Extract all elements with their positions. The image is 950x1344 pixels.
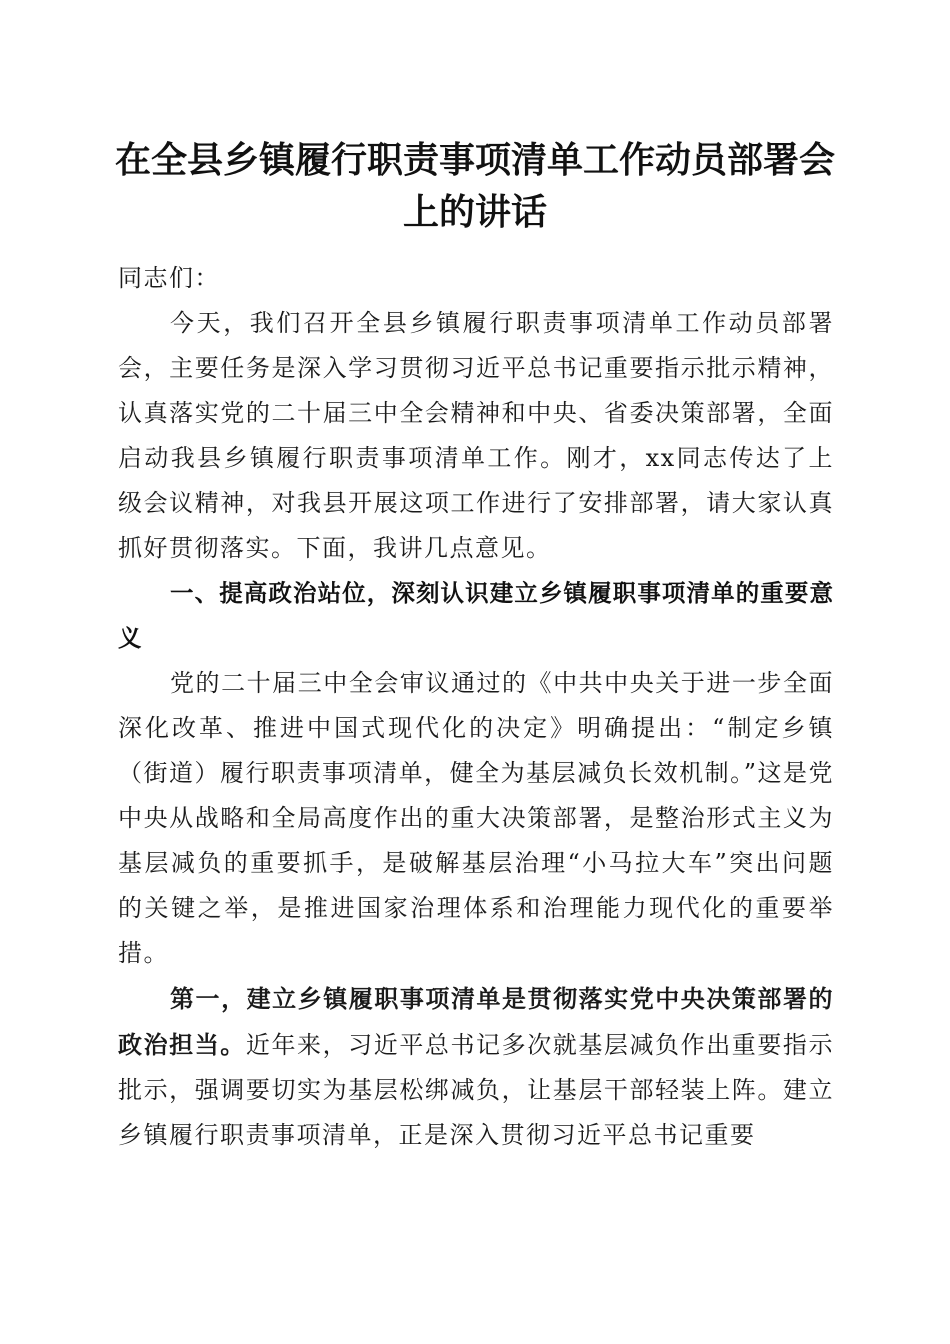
point-one-text: 近年来，习近平总书记多次就基层减负作出重要指示批示，强调要切实为基层松绑减负，让基层干部轻装上阵。建立乡镇履行职责事项清单，正是深入贯彻习近平总书记重要 <box>118 1031 835 1149</box>
point-one-lead: 第一，建立乡镇履职事项清单是贯彻落实党中央决策部署的政治担当。 <box>118 984 834 1059</box>
document-body <box>118 256 834 1158</box>
section-heading-1: 一、提高政治站位，深刻认识建立乡镇履职事项清单的重要意义 <box>118 579 834 652</box>
salutation: 同志们： <box>118 264 220 292</box>
paragraph-point-one <box>118 976 834 1158</box>
paragraph-significance: 党的二十届三中全会审议通过的《中共中央关于进一步全面深化改革、推进中国式现代化的决定》明确提出：“制定乡镇（街道）履行职责事项清单，健全为基层减负长效机制。”这是党中央从战略和全局高度作出的重大决策部署，是整治形式主义为基层减负的重要抓手，是破解基层治理“小马拉大车”突出问题的关键之举，是推进国家治理体系和治理能力现代化的重要举措。 <box>118 669 834 967</box>
document-title: 在全县乡镇履行职责事项清单工作动员部署会上的讲话 <box>114 139 835 233</box>
paragraph-opening: 今天，我们召开全县乡镇履行职责事项清单工作动员部署会，主要任务是深入学习贯彻习近平总书记重要指示批示精神，认真落实党的二十届三中全会精神和中央、省委决策部署，全面启动我县乡镇履行职责事项清单工作。刚才，xx同志传达了上级会议精神，对我县开展这项工作进行了安排部署，请大家认真抓好贯彻落实。下面，我讲几点意见。 <box>118 309 834 562</box>
